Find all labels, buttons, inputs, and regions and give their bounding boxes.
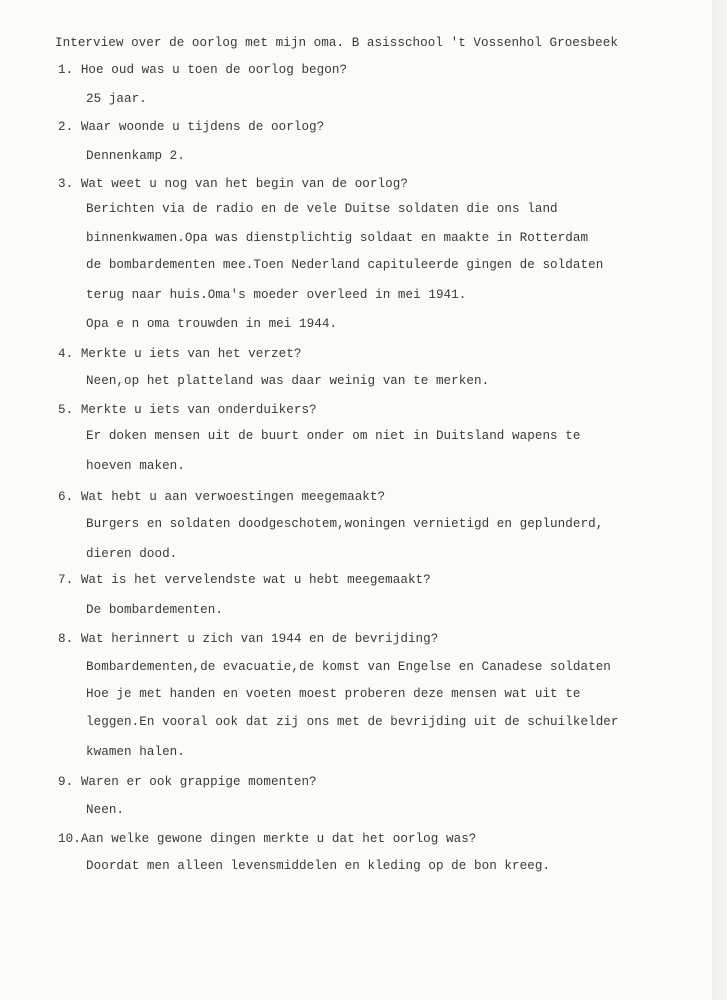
question-line: 1. Hoe oud was u toen de oorlog begon? (58, 63, 348, 77)
answer-line: De bombardementen. (86, 603, 223, 617)
answer-line: Dennenkamp 2. (86, 149, 185, 163)
answer-line: binnenkwamen.Opa was dienstplichtig soldaat en maakte in Rotterdam (86, 231, 589, 245)
answer-line: Bombardementen,de evacuatie,de komst van Engelse en Canadese soldaten (86, 660, 611, 674)
question-line: 5. Merkte u iets van onderduikers? (58, 403, 317, 417)
answer-line: Neen,op het platteland was daar weinig van te merken. (86, 374, 490, 388)
answer-line: leggen.En vooral ook dat zij ons met de bevrijding uit de schuilkelder (86, 715, 619, 729)
question-line: 4. Merkte u iets van het verzet? (58, 347, 302, 361)
answer-line: Burgers en soldaten doodgeschotem,woningen vernietigd en geplunderd, (86, 517, 604, 531)
answer-line: Doordat men alleen levensmiddelen en kleding op de bon kreeg. (86, 859, 551, 873)
question-line: 8. Wat herinnert u zich van 1944 en de bevrijding? (58, 632, 439, 646)
answer-line: Berichten via de radio en de vele Duitse soldaten die ons land (86, 202, 558, 216)
answer-line: terug naar huis.Oma's moeder overleed in mei 1941. (86, 288, 467, 302)
answer-line: Er doken mensen uit de buurt onder om niet in Duitsland wapens te (86, 429, 581, 443)
answer-line: dieren dood. (86, 547, 178, 561)
answer-line: Hoe je met handen en voeten moest proberen deze mensen wat uit te (86, 687, 581, 701)
question-line: 7. Wat is het vervelendste wat u hebt meegemaakt? (58, 573, 431, 587)
question-line: 10.Aan welke gewone dingen merkte u dat het oorlog was? (58, 832, 477, 846)
answer-line: Neen. (86, 803, 125, 817)
answer-line: de bombardementen mee.Toen Nederland capituleerde gingen de soldaten (86, 258, 604, 272)
question-line: 3. Wat weet u nog van het begin van de oorlog? (58, 177, 408, 191)
question-line: 6. Wat hebt u aan verwoestingen meegemaakt? (58, 490, 386, 504)
question-line: 2. Waar woonde u tijdens de oorlog? (58, 120, 325, 134)
answer-line: Opa e n oma trouwden in mei 1944. (86, 317, 338, 331)
question-line: 9. Waren er ook grappige momenten? (58, 775, 317, 789)
answer-line: hoeven maken. (86, 459, 185, 473)
answer-line: kwamen halen. (86, 745, 185, 759)
answer-line: 25 jaar. (86, 92, 147, 106)
document-title: Interview over de oorlog met mijn oma. B asisschool 't Vossenhol Groesbeek (55, 36, 618, 50)
page-edge (712, 0, 727, 1000)
